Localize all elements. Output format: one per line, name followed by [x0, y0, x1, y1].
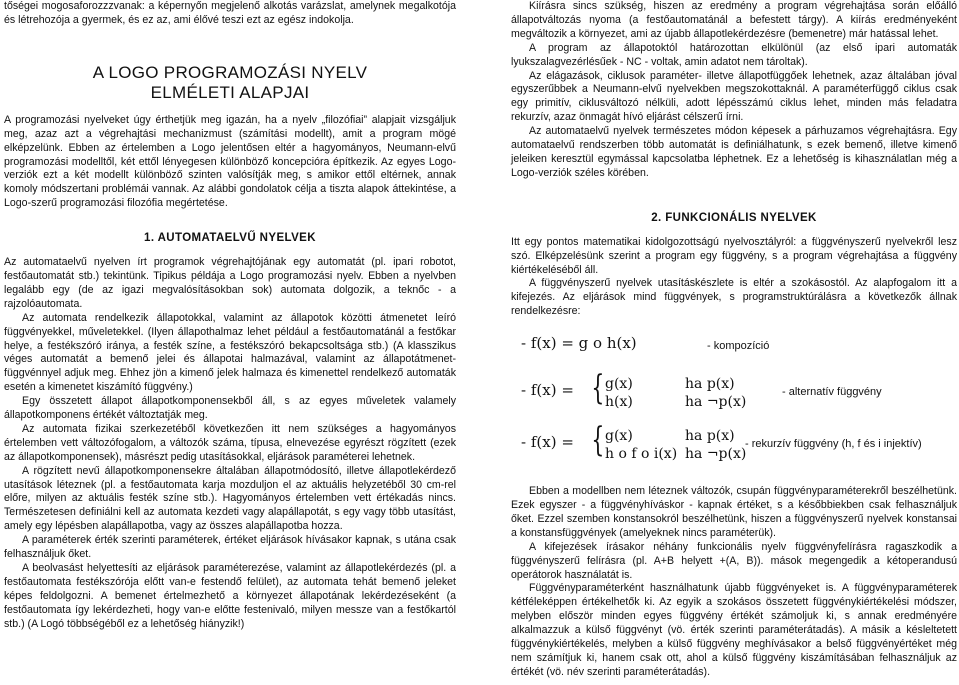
right-column: [511, 0, 957, 680]
formula-condition: ha ¬p(x): [685, 394, 747, 411]
title-line-1: A LOGO PROGRAMOZÁSI NYELV: [92, 62, 368, 82]
formula-case: g(x): [605, 376, 633, 393]
formula-condition: ha ¬p(x): [685, 446, 747, 463]
paragraph: Az elágazások, ciklusok paraméter- illetve állapotfüggőek lehetnek, azaz általában jóval egyszerűbbek a Neumann-elvű nyelvekben megszokottaknál. A paraméterfüggő ciklus csak egy primitív, ciklusváltozó nélküli, adott lépésszámú ciklus lehet, minden más feladatra rekurzív, azaz önmagát hívó eljárást célszerű írni.: [511, 69, 957, 124]
section-heading-1: 1. AUTOMATAELVŰ NYELVEK: [144, 232, 316, 245]
paragraph: Itt egy pontos matematikai kidolgozottságú nyelvosztályról: a függvényszerű nyelvekről lesz szó. Elképzelésünk szerint a program egy függvény, s a program végrehajtása a függvény kiértékeléséből áll.: [511, 235, 957, 276]
title-line-2: ELMÉLETI ALAPJAI: [150, 82, 310, 102]
formula-lhs: - f(x) =: [521, 381, 574, 400]
formula-case: h o f o i(x): [605, 446, 678, 463]
brace: {: [591, 420, 605, 461]
formula-label: - kompozíció: [707, 340, 770, 353]
paragraph: Az automata rendelkezik állapotokkal, valamint az állapotok közötti átmenetet leíró függvényekkel, műveletekkel. (Ilyen állapothalmaz lehet például a festőautomatánál a festőkar helye, a festékszóró iránya, a festék színe, a festékszóró bekapcsoltsága stb.) (A klasszikus véges automatát a bemenő jelei és állapotai halmazával, valamint az állapotátmenet-függvénnyel adjuk meg. Ehhez jön a kimenő jelek halmaza és kimenettel rendelkező automaták esetén a kimenetet kiszámító függvény.): [4, 311, 456, 394]
formula-recursive: [517, 420, 957, 467]
article-title: [4, 63, 456, 103]
paragraph: A kifejezések írásakor néhány funkcionális nyelv függvényfelírásra ragaszkodik a függvényszerű felírásra (pl. A+B helyett +(A, B)). mások megengedik a kétoperandusú operátorok használatát is.: [511, 540, 957, 581]
formula-case: g(x): [605, 428, 633, 445]
formula-label: - rekurzív függvény (h, f és i injektív): [745, 438, 922, 451]
paragraph: A függvényszerű nyelvek utasításkészlete is eltér a szokásostól. Az alapfogalom itt a kifejezés. Az eljárások mind függvények, s programstruktúrálásra a következők állnak rendelkezésre:: [511, 277, 957, 318]
paragraph: Ebben a modellben nem léteznek változók, csupán függvényparaméterekről beszélhetünk. Ezek egyszer - a függvényhíváskor - kapnak értéket, s a későbbiekben csak felhasználjuk őket. Ezzel szemben konstansokról beszélhetünk, hiszen a függvényszerű nyelvek konstansai a konstansfüggvények (amelyeknek nincs paraméterük).: [511, 485, 957, 539]
paragraph: Egy összetett állapot állapotkomponensekből áll, s az egyes műveletek valamely állapotkomponens értékét változtatják meg.: [4, 395, 456, 422]
paragraph: Az automata fizikai szerkezetéből következően itt nem szükséges a hagyományos értelemben vett változófogalom, a változók száma, típusa, elnevezése egyrészt rögzített (ezek az állapotkomponensek), másrészt pedig utasításokkal, eljárások paraméterei lehetnek.: [4, 422, 456, 463]
formula-lhs: - f(x) =: [521, 433, 574, 452]
paragraph: Az automataelvű nyelvek természetes módon képesek a párhuzamos végrehajtásra. Egy automataelvű rendszerben több automatát is definiálhatunk, s ezek bemenő, illetve kimenő jeleiken keresztül egymással kapcsolatba léphetnek. Ez a lehetőség is kihasználatlan még a Logo-verziók széles körében.: [511, 125, 957, 179]
formula-alternative: [517, 368, 957, 415]
formula-expression: - f(x) = g o h(x): [521, 334, 637, 353]
paragraph: Függvényparaméterként használhatunk újabb függvényeket is. A függvényparaméterek kétféleképpen értékelhetők ki. Az egyik a szokásos összetett függvénykiértékelési módszer, melyben először minden egyes függvény értékét számoljuk ki, s annak eredményére alkalmazzuk a külső függvényt (vö. érték szerinti paraméterátadás). A másik a késleltetett függvénykiértékelés, melyben a külső függvény meghívásakor a belső függvényértéket még nem számítjuk ki, hanem csak ott, ahol a külső függvény kiszámításában felhasználjuk az értékét (vö. név szerinti paraméterátadás).: [511, 582, 957, 678]
paragraph: Kiírásra sincs szükség, hiszen az eredmény a program végrehajtása során előálló állapotváltozás nyoma (a festőautomatánál a befestett tárgy). A kiírás eredményeként megváltozik a környezet, ami az újabb állapotlekérdezésre (bemenetre) már hatással lehet.: [511, 0, 957, 40]
section-heading-2: 2. FUNKCIONÁLIS NYELVEK: [651, 211, 817, 224]
brace: {: [591, 368, 605, 409]
paragraph: Az automataelvű nyelven írt programok végrehajtójának egy automatát (pl. ipari robotot, festőautomatát stb.) tekintünk. Tipikus példája a Logo programozási nyelv. Ebben a nyelvben legalább egy (de az igazi megvalósításokban sok) automata dolgozik, a teknőc - a rajzolóautomata.: [4, 256, 456, 310]
paragraph: A beolvasást helyettesíti az eljárások paraméterezése, valamint az állapotlekérdezés (pl. a festőautomata festékszórója előtt van-e festendő felület), az automata tehát bemenő jeleket képes feldolgozni. A bemenet értelmezhető a környezet állapotának lekérdezéseként (a festőautomata így lekérdezheti, hogy van-e előtte festenivaló, milyen messze van a festőkartól stb.) (A Logó többségéből ez a lehetőség hiányzik!): [4, 562, 456, 630]
paragraph: A rögzített nevű állapotkomponensekre általában állapotmódosító, illetve állapotlekérdező utasítások léteznek (pl. a festőautomata karja mozduljon el az aktuális helyzetéből 30 cm-rel előre, milyen az aktuális festék színe stb.). Hagyományos értelemben vett értékadás nincs. Természetesen definiálni kell az automata kezdeti vagy alapállapotát, s egy vagy több utasítást, amely egy lépésben alapállapotba, vagy az összes alapállapotba hozza.: [4, 464, 456, 533]
formula-block: [517, 323, 957, 475]
paragraph: A paraméterek érték szerinti paraméterek, értéket eljárások hívásakor kapnak, s utána csak felhasználjuk őket.: [4, 534, 456, 561]
paragraph: A programozási nyelveket úgy érthetjük meg igazán, ha a nyelv „filozófiai” alapjait vizsgáljuk meg, azaz azt a végrehajtási mechanizmust (számítási modellt), amit a program mögé elképzelünk. Ebben az értelemben a Logo jelentősen eltér a hagyományos, Neumann-elvű programozási modelltől, két ettől lényegesen különböző koncepcióra építkezik. Az egyes Logo-verziók ezt a két modellt különböző szinten valósítják meg, s amikor ettől eltérnek, annak komoly módszertani problémái vannak. Az alábbi gondolatok célja a tiszta alapok áttekintése, a Logo-szerű programozási filozófia megértetése.: [4, 113, 456, 210]
formula-label: - alternatív függvény: [782, 386, 882, 399]
formula-composition: [517, 334, 957, 357]
left-column: [4, 0, 456, 632]
intro-paragraph: tőségei mogosaforozzzvanak: a képernyőn megjelenő alkotás varázslat, amelynek megalkotója és létrehozója a gyermek, és ez az, ami élővé teszi ezt az egész indokolja.: [4, 0, 456, 26]
paragraph: A program az állapotoktól határozottan elkülönül (az első ipari automaták lyukszalagvezérlésűek - NC - voltak, amin adatot nem tároltak).: [511, 41, 957, 68]
formula-condition: ha p(x): [685, 376, 735, 393]
formula-case: h(x): [605, 394, 633, 411]
formula-condition: ha p(x): [685, 428, 735, 445]
